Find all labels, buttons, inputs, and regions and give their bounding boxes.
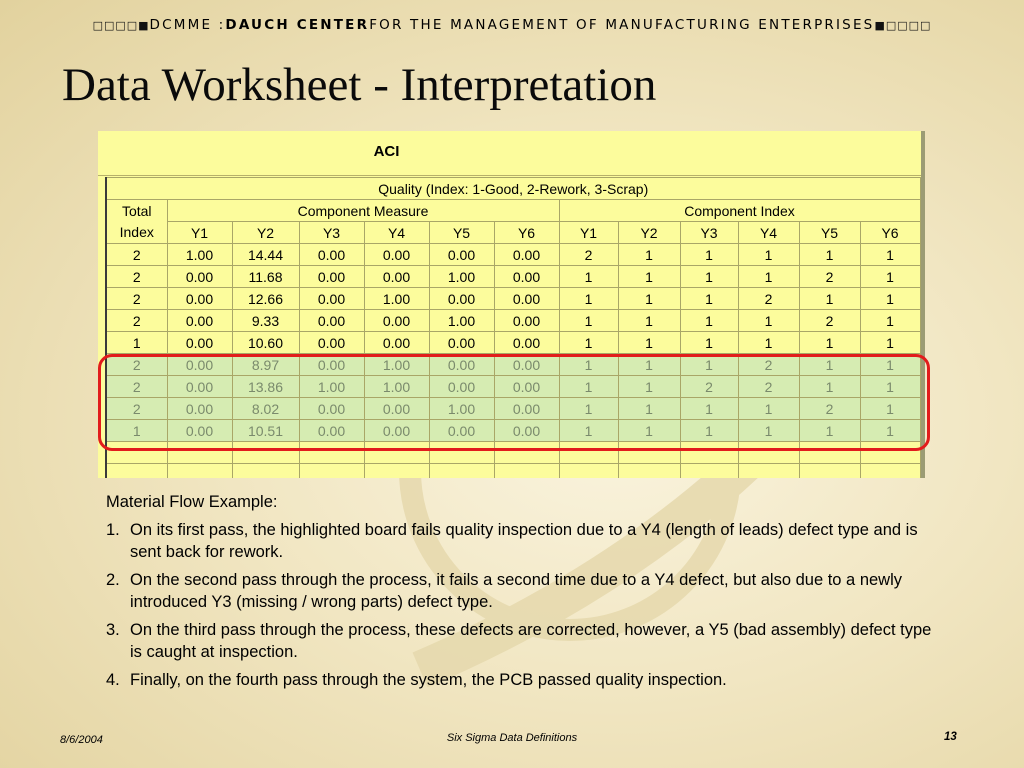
measure-cell: 0.00 [167, 310, 232, 332]
index-cell: 1 [618, 420, 680, 442]
index-cell: 1 [618, 332, 680, 354]
measure-cell: 0.00 [167, 420, 232, 442]
total-index-cell: 1 [106, 420, 167, 442]
list-item [106, 569, 936, 613]
index-cell: 1 [618, 354, 680, 376]
group-header-row [106, 200, 920, 222]
total-index-cell: 2 [106, 288, 167, 310]
total-index-cell: 2 [106, 244, 167, 266]
list-item-number: 2. [106, 571, 120, 589]
index-cell: 1 [738, 266, 799, 288]
measure-cell: 0.00 [429, 420, 494, 442]
measure-cell: 1.00 [364, 354, 429, 376]
measure-cell: 0.00 [494, 420, 559, 442]
index-cell: 2 [738, 376, 799, 398]
measure-cell: 0.00 [299, 354, 364, 376]
index-cell: 1 [738, 398, 799, 420]
index-cell: 1 [618, 288, 680, 310]
column-header-measure-y5: Y5 [429, 222, 494, 244]
index-cell: 1 [680, 310, 738, 332]
empty-cell [680, 464, 738, 479]
worksheet-title-area [98, 131, 921, 176]
header-suffix: FOR THE MANAGEMENT OF MANUFACTURING ENTERPRISES [369, 17, 875, 33]
quality-header-row [106, 178, 920, 200]
index-cell: 2 [680, 376, 738, 398]
measure-cell: 0.00 [299, 332, 364, 354]
column-header-measure-y3: Y3 [299, 222, 364, 244]
table-row [106, 266, 920, 288]
measure-cell: 0.00 [299, 398, 364, 420]
index-cell: 1 [618, 310, 680, 332]
material-flow-intro: Material Flow Example: [106, 493, 278, 511]
index-cell: 1 [618, 244, 680, 266]
index-cell: 1 [559, 398, 618, 420]
index-cell: 1 [799, 420, 860, 442]
measure-cell: 0.00 [364, 420, 429, 442]
index-cell: 1 [680, 266, 738, 288]
index-cell: 1 [559, 376, 618, 398]
table-row [106, 332, 920, 354]
index-cell: 1 [559, 288, 618, 310]
index-cell: 1 [799, 332, 860, 354]
empty-cell [738, 464, 799, 479]
column-header-row [106, 222, 920, 244]
page-number: 13 [944, 731, 957, 743]
index-cell: 1 [680, 354, 738, 376]
total-index-header [106, 200, 167, 244]
index-cell: 1 [860, 266, 920, 288]
footer-title: Six Sigma Data Definitions [446, 732, 578, 744]
table-row [106, 244, 920, 266]
measure-cell: 0.00 [364, 332, 429, 354]
measure-cell: 1.00 [429, 266, 494, 288]
measure-cell: 13.86 [232, 376, 299, 398]
measure-cell: 14.44 [232, 244, 299, 266]
index-cell: 2 [559, 244, 618, 266]
measure-cell: 0.00 [299, 288, 364, 310]
index-cell: 1 [618, 398, 680, 420]
total-index-cell: 2 [106, 354, 167, 376]
measure-cell: 0.00 [494, 244, 559, 266]
index-cell: 1 [799, 354, 860, 376]
total-index-cell: 2 [106, 376, 167, 398]
measure-cell: 0.00 [494, 398, 559, 420]
measure-cell: 0.00 [364, 398, 429, 420]
header-band [0, 12, 1024, 38]
measure-cell: 0.00 [429, 376, 494, 398]
empty-cell [618, 464, 680, 479]
index-cell: 1 [860, 354, 920, 376]
column-header-measure-y1: Y1 [167, 222, 232, 244]
index-cell: 2 [738, 354, 799, 376]
measure-cell: 1.00 [167, 244, 232, 266]
measure-cell: 0.00 [494, 354, 559, 376]
index-cell: 2 [799, 266, 860, 288]
list-item-number: 1. [106, 521, 120, 539]
measure-cell: 0.00 [429, 288, 494, 310]
index-cell: 1 [860, 398, 920, 420]
column-header-index-y2: Y2 [618, 222, 680, 244]
material-flow-list [106, 519, 936, 691]
measure-cell: 0.00 [167, 354, 232, 376]
measure-cell: 0.00 [167, 288, 232, 310]
empty-cell [167, 464, 232, 479]
list-item-text: On the second pass through the process, it fails a second time due to a Y4 defect, but also due to a newly introduced Y3 (missing / wrong parts) defect type. [130, 571, 903, 611]
empty-cell [364, 464, 429, 479]
measure-cell: 0.00 [299, 266, 364, 288]
header-prefix: DCMME : [149, 17, 226, 33]
total-index-cell: 2 [106, 310, 167, 332]
empty-cell [429, 464, 494, 479]
measure-cell: 0.00 [167, 266, 232, 288]
column-header-index-y4: Y4 [738, 222, 799, 244]
index-cell: 1 [738, 310, 799, 332]
quality-header-cell: Quality (Index: 1-Good, 2-Rework, 3-Scrap) [106, 178, 920, 200]
column-header-index-y1: Y1 [559, 222, 618, 244]
table-row [106, 310, 920, 332]
measure-cell: 0.00 [364, 266, 429, 288]
measure-cell: 0.00 [494, 288, 559, 310]
column-header-index-y6: Y6 [860, 222, 920, 244]
index-cell: 1 [680, 332, 738, 354]
column-header-index-y3: Y3 [680, 222, 738, 244]
list-item-text: On the third pass through the process, these defects are corrected, however, a Y5 (bad assembly) defect type is caught at inspection. [130, 621, 932, 661]
measure-cell: 8.97 [232, 354, 299, 376]
empty-cell [860, 464, 920, 479]
index-cell: 1 [618, 376, 680, 398]
index-cell: 1 [680, 398, 738, 420]
list-item [106, 519, 936, 563]
total-index-cell: 2 [106, 398, 167, 420]
component-index-header: Component Index [559, 200, 920, 222]
measure-cell: 0.00 [167, 398, 232, 420]
component-measure-header: Component Measure [167, 200, 559, 222]
index-cell: 1 [618, 266, 680, 288]
measure-cell: 0.00 [494, 310, 559, 332]
column-header-measure-y4: Y4 [364, 222, 429, 244]
index-cell: 1 [799, 376, 860, 398]
measure-cell: 0.00 [167, 376, 232, 398]
measure-cell: 10.51 [232, 420, 299, 442]
measure-cell: 0.00 [429, 244, 494, 266]
measure-cell: 0.00 [364, 310, 429, 332]
index-cell: 1 [860, 244, 920, 266]
empty-cell [299, 464, 364, 479]
total-index-cell: 2 [106, 266, 167, 288]
measure-cell: 0.00 [299, 420, 364, 442]
column-header-measure-y6: Y6 [494, 222, 559, 244]
measure-cell: 0.00 [429, 332, 494, 354]
index-cell: 1 [680, 244, 738, 266]
index-cell: 1 [680, 288, 738, 310]
measure-cell: 1.00 [429, 398, 494, 420]
empty-cell [494, 464, 559, 479]
index-cell: 1 [559, 310, 618, 332]
highlight-box [98, 354, 930, 451]
measure-cell: 0.00 [494, 332, 559, 354]
measure-cell: 1.00 [364, 288, 429, 310]
measure-cell: 0.00 [299, 244, 364, 266]
measure-cell: 1.00 [429, 310, 494, 332]
header-right-squares: ■□□□□ [874, 18, 932, 32]
index-cell: 1 [738, 332, 799, 354]
empty-row [106, 464, 920, 479]
list-item [106, 669, 936, 691]
total-index-label-line1: Total [121, 202, 152, 219]
index-cell: 1 [738, 244, 799, 266]
index-cell: 1 [559, 420, 618, 442]
column-header-index-y5: Y5 [799, 222, 860, 244]
index-cell: 2 [799, 310, 860, 332]
index-cell: 1 [799, 288, 860, 310]
measure-cell: 0.00 [299, 310, 364, 332]
index-cell: 1 [860, 288, 920, 310]
index-cell: 1 [738, 420, 799, 442]
empty-cell [232, 464, 299, 479]
index-cell: 1 [860, 376, 920, 398]
list-item-number: 4. [106, 671, 120, 689]
total-index-label-line2: Index [119, 223, 154, 240]
measure-cell: 1.00 [299, 376, 364, 398]
index-cell: 2 [799, 398, 860, 420]
measure-cell: 0.00 [494, 266, 559, 288]
index-cell: 1 [860, 310, 920, 332]
measure-cell: 0.00 [364, 244, 429, 266]
list-item-number: 3. [106, 621, 120, 639]
index-cell: 1 [559, 266, 618, 288]
measure-cell: 1.00 [364, 376, 429, 398]
measure-cell: 0.00 [494, 376, 559, 398]
measure-cell: 10.60 [232, 332, 299, 354]
measure-cell: 0.00 [167, 332, 232, 354]
header-left-squares: □□□□■ [92, 18, 150, 32]
measure-cell: 0.00 [429, 354, 494, 376]
body-text [106, 491, 936, 697]
index-cell: 1 [559, 332, 618, 354]
index-cell: 1 [680, 420, 738, 442]
table-row [106, 288, 920, 310]
list-item-text: Finally, on the fourth pass through the system, the PCB passed quality inspection. [130, 671, 727, 689]
measure-cell: 9.33 [232, 310, 299, 332]
measure-cell: 8.02 [232, 398, 299, 420]
footer-date: 8/6/2004 [60, 734, 103, 746]
worksheet-section-title: ACI [373, 143, 400, 160]
empty-cell [106, 464, 167, 479]
measure-cell: 11.68 [232, 266, 299, 288]
list-item-text: On its first pass, the highlighted board fails quality inspection due to a Y4 (length of leads) defect type and is sent back for rework. [130, 521, 918, 561]
slide-title: Data Worksheet - Interpretation [62, 59, 657, 111]
index-cell: 1 [860, 420, 920, 442]
total-index-cell: 1 [106, 332, 167, 354]
measure-cell: 12.66 [232, 288, 299, 310]
column-header-measure-y2: Y2 [232, 222, 299, 244]
empty-cell [799, 464, 860, 479]
index-cell: 2 [738, 288, 799, 310]
index-cell: 1 [559, 354, 618, 376]
list-item [106, 619, 936, 663]
empty-cell [559, 464, 618, 479]
header-org-name: DAUCH CENTER [225, 17, 370, 33]
index-cell: 1 [799, 244, 860, 266]
index-cell: 1 [860, 332, 920, 354]
